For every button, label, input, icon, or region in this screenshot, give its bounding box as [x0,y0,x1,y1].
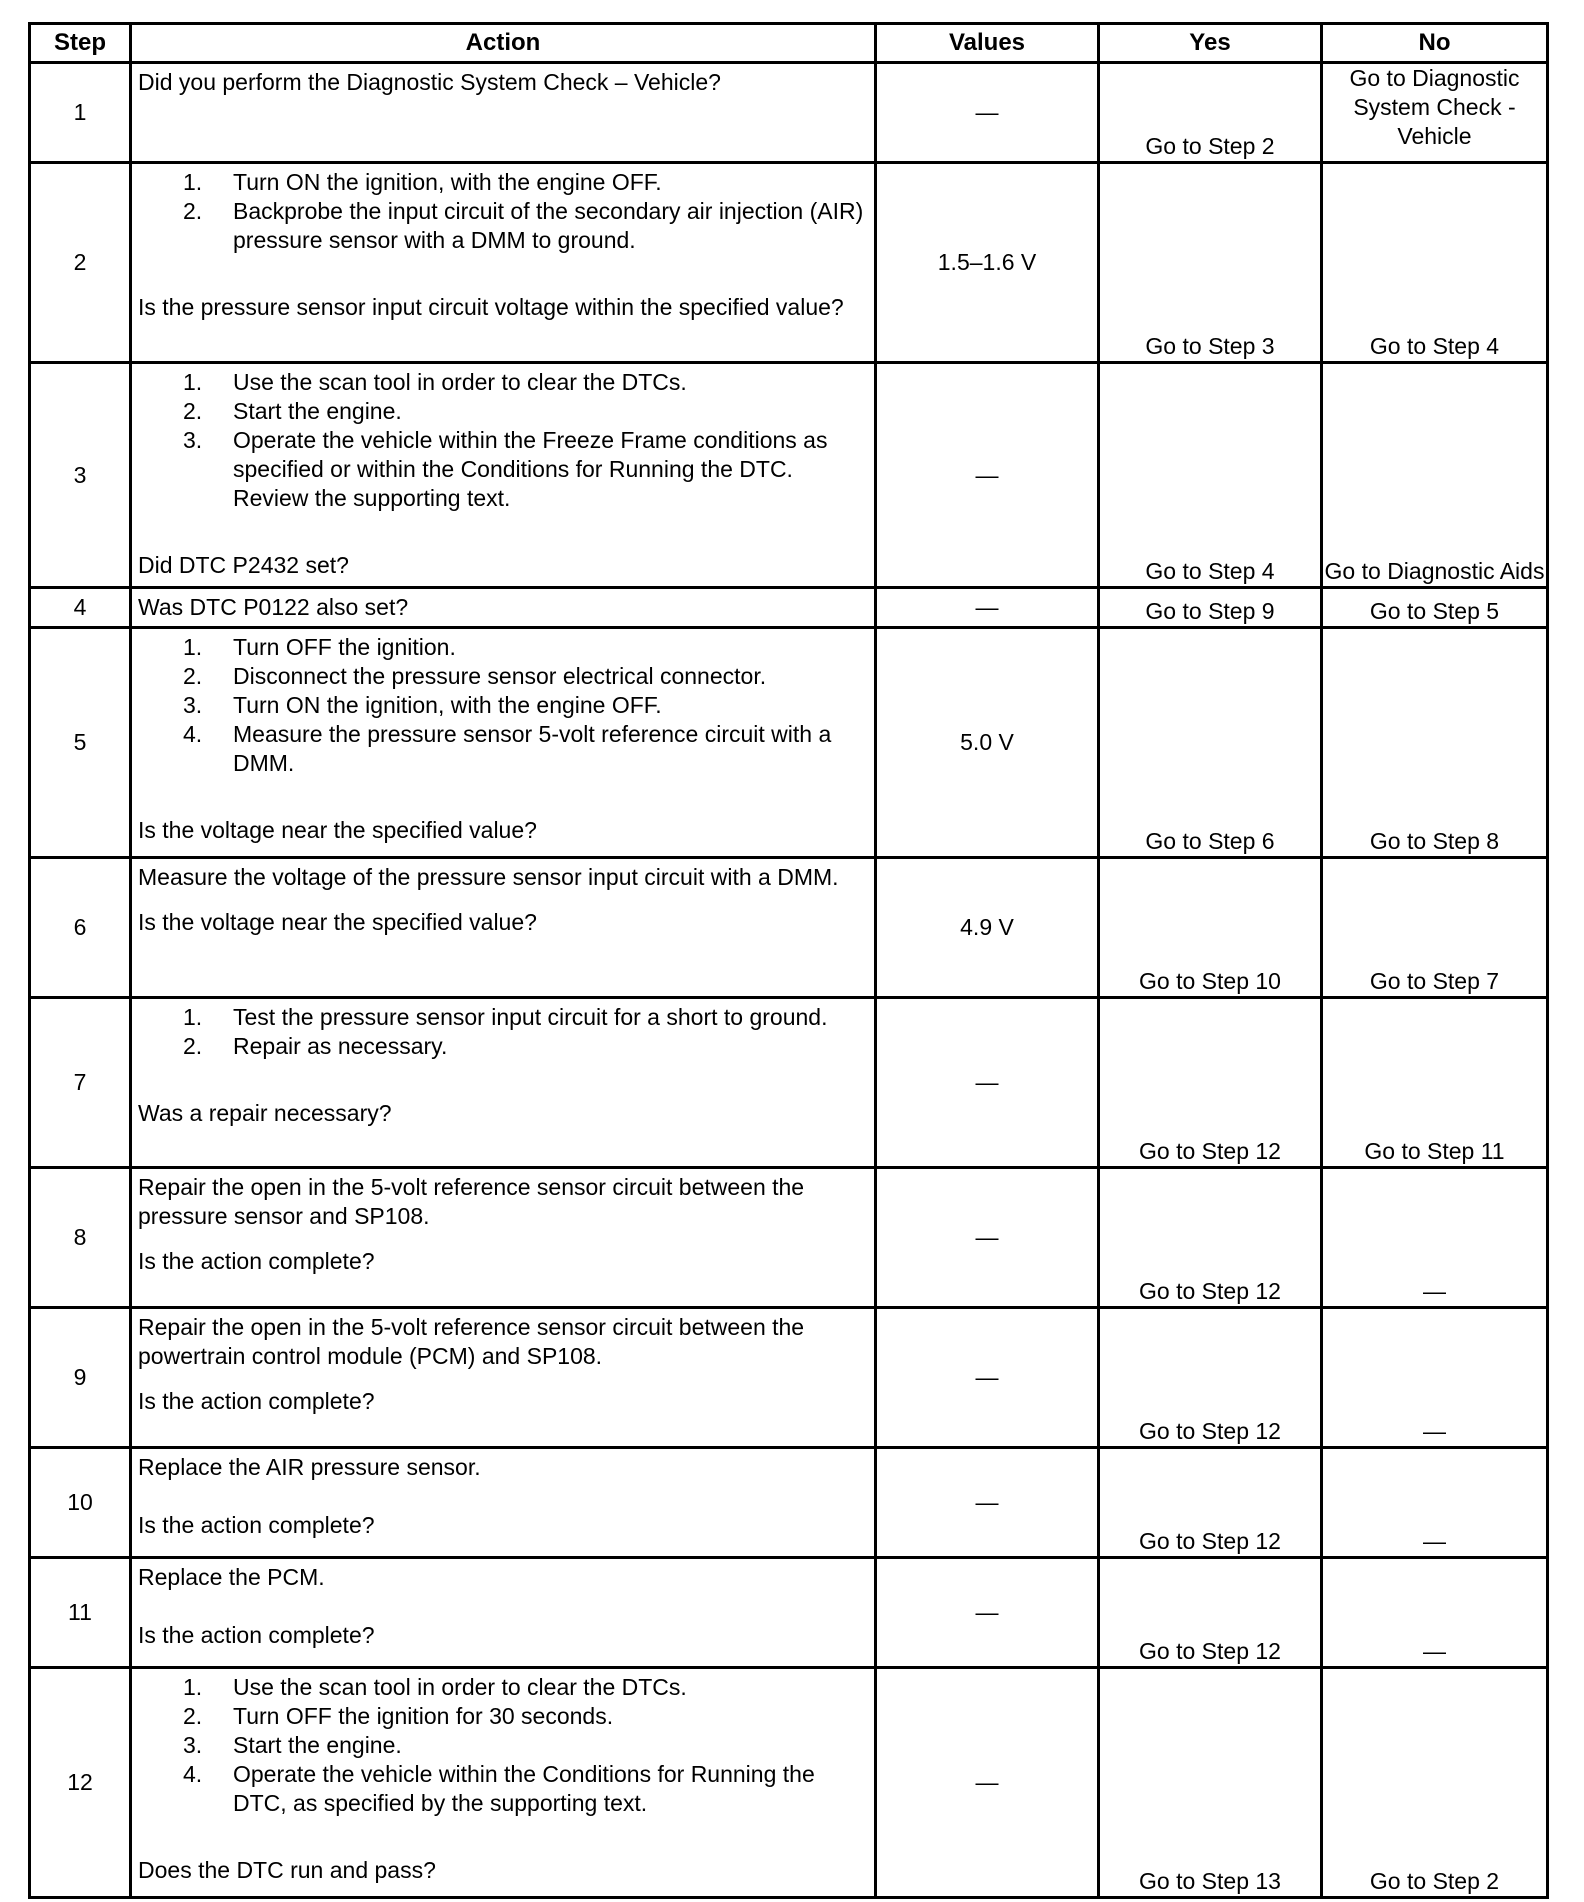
value-cell: — [876,1668,1099,1898]
yes-cell: Go to Step 12 [1099,1308,1322,1448]
action-cell [131,1168,876,1308]
action-step-text: Operate the vehicle within the Freeze Frame conditions as specified or within the Conditions for Running the DTC. Review the supporting text. [233,427,828,511]
action-step-item [183,662,868,691]
action-step-item [183,1731,868,1760]
action-step-text: Disconnect the pressure sensor electrical connector. [233,663,767,689]
step-number: 9 [30,1308,131,1448]
no-cell: Go to Step 2 [1322,1668,1548,1898]
action-step-item [183,1032,868,1061]
action-text: Repair the open in the 5-volt reference sensor circuit between the powertrain control module (PCM) and SP108. [138,1314,805,1369]
action-step-item [183,1760,868,1818]
table-row [30,63,1548,163]
action-step-item [183,1702,868,1731]
header-row [30,24,1548,63]
step-number: 11 [30,1558,131,1668]
value-cell: 4.9 V [876,858,1099,998]
action-step-text: Turn OFF the ignition. [233,634,456,660]
no-cell: Go to Step 8 [1322,628,1548,858]
action-step-number: 1. [183,369,203,395]
table-row [30,628,1548,858]
action-cell [131,1558,876,1668]
action-step-item [183,397,868,426]
value-cell: 5.0 V [876,628,1099,858]
action-step-text: Use the scan tool in order to clear the DTCs. [233,1674,687,1700]
action-steps-list [138,633,868,778]
value-cell: — [876,1308,1099,1448]
action-step-text: Operate the vehicle within the Conditions for Running the DTC, as specified by the supporting text. [233,1761,815,1816]
step-number: 1 [30,63,131,163]
step-number: 8 [30,1168,131,1308]
table-row [30,998,1548,1168]
action-step-item [183,720,868,778]
action-step-number: 2. [183,663,203,689]
step-number: 12 [30,1668,131,1898]
action-cell [131,1668,876,1898]
action-step-item [183,691,868,720]
action-steps-list [138,1003,868,1061]
yes-cell: Go to Step 12 [1099,1558,1322,1668]
action-question: Is the action complete? [138,1248,375,1274]
no-cell: Go to Diagnostic System Check - Vehicle [1322,63,1548,163]
value-cell: 1.5–1.6 V [876,163,1099,363]
no-cell: — [1322,1558,1548,1668]
action-cell [131,588,876,628]
yes-cell: Go to Step 12 [1099,1448,1322,1558]
step-number: 7 [30,998,131,1168]
table-row [30,858,1548,998]
header-no: No [1322,24,1548,63]
action-step-number: 2. [183,1033,203,1059]
action-step-item [183,197,868,255]
action-step-text: Use the scan tool in order to clear the DTCs. [233,369,687,395]
action-cell [131,363,876,588]
action-question: Did DTC P2432 set? [138,552,349,578]
action-step-number: 1. [183,1674,203,1700]
yes-cell: Go to Step 2 [1099,63,1322,163]
no-cell: Go to Step 5 [1322,588,1548,628]
action-question: Is the action complete? [138,1512,375,1538]
action-question: Is the pressure sensor input circuit voltage within the specified value? [138,294,844,320]
action-step-number: 3. [183,1732,203,1758]
action-step-number: 4. [183,1761,203,1787]
yes-cell: Go to Step 12 [1099,1168,1322,1308]
action-step-item [183,633,868,662]
no-cell: Go to Diagnostic Aids [1322,363,1548,588]
action-question: Is the voltage near the specified value? [138,817,537,843]
action-step-number: 1. [183,169,203,195]
value-cell: — [876,588,1099,628]
action-step-text: Turn ON the ignition, with the engine OFF. [233,692,662,718]
header-yes: Yes [1099,24,1322,63]
table-row [30,363,1548,588]
action-text: Measure the voltage of the pressure sensor input circuit with a DMM. [138,864,839,890]
action-cell [131,63,876,163]
table-row [30,1558,1548,1668]
action-steps-list [138,1673,868,1818]
yes-cell: Go to Step 6 [1099,628,1322,858]
yes-cell: Go to Step 4 [1099,363,1322,588]
action-cell [131,1308,876,1448]
action-step-number: 2. [183,198,203,224]
header-step: Step [30,24,131,63]
action-step-item [183,168,868,197]
table-row [30,1168,1548,1308]
step-number: 2 [30,163,131,363]
action-text: Was DTC P0122 also set? [138,594,409,620]
yes-cell: Go to Step 12 [1099,998,1322,1168]
value-cell: — [876,1448,1099,1558]
action-step-text: Start the engine. [233,1732,402,1758]
action-step-text: Repair as necessary. [233,1033,448,1059]
step-number: 10 [30,1448,131,1558]
action-step-number: 1. [183,634,203,660]
yes-cell: Go to Step 3 [1099,163,1322,363]
no-cell: — [1322,1448,1548,1558]
action-steps-list [138,168,868,255]
header-action: Action [131,24,876,63]
action-step-number: 3. [183,692,203,718]
action-cell [131,163,876,363]
action-step-number: 3. [183,427,203,453]
table-row [30,1668,1548,1898]
no-cell: — [1322,1308,1548,1448]
yes-cell: Go to Step 9 [1099,588,1322,628]
value-cell: — [876,998,1099,1168]
diagnostic-table [28,22,1549,1899]
no-cell: Go to Step 4 [1322,163,1548,363]
action-step-number: 1. [183,1004,203,1030]
step-number: 6 [30,858,131,998]
action-step-number: 2. [183,1703,203,1729]
no-cell: — [1322,1168,1548,1308]
action-step-item [183,1673,868,1702]
action-step-item [183,426,868,513]
action-question: Is the action complete? [138,1622,375,1648]
action-cell [131,1448,876,1558]
action-cell [131,998,876,1168]
action-text: Repair the open in the 5-volt reference sensor circuit between the pressure sensor and SP108. [138,1174,805,1229]
value-cell: — [876,363,1099,588]
table-row [30,1448,1548,1558]
action-step-text: Turn ON the ignition, with the engine OFF. [233,169,662,195]
action-question: Does the DTC run and pass? [138,1857,436,1883]
action-step-text: Backprobe the input circuit of the secondary air injection (AIR) pressure sensor with a DMM to ground. [233,198,864,253]
action-step-number: 4. [183,721,203,747]
value-cell: — [876,1168,1099,1308]
action-step-text: Measure the pressure sensor 5-volt reference circuit with a DMM. [233,721,832,776]
action-text: Replace the PCM. [138,1564,325,1590]
action-cell [131,858,876,998]
yes-cell: Go to Step 13 [1099,1668,1322,1898]
action-step-text: Turn OFF the ignition for 30 seconds. [233,1703,614,1729]
action-question: Is the voltage near the specified value? [138,909,537,935]
action-step-item [183,1003,868,1032]
table-row [30,163,1548,363]
header-values: Values [876,24,1099,63]
action-text: Did you perform the Diagnostic System Check – Vehicle? [138,69,721,95]
action-step-text: Start the engine. [233,398,402,424]
action-step-number: 2. [183,398,203,424]
no-cell: Go to Step 7 [1322,858,1548,998]
table-row [30,588,1548,628]
action-cell [131,628,876,858]
action-question: Was a repair necessary? [138,1100,392,1126]
value-cell: — [876,63,1099,163]
yes-cell: Go to Step 10 [1099,858,1322,998]
step-number: 5 [30,628,131,858]
step-number: 3 [30,363,131,588]
table-row [30,1308,1548,1448]
action-steps-list [138,368,868,513]
value-cell: — [876,1558,1099,1668]
no-cell: Go to Step 11 [1322,998,1548,1168]
action-step-item [183,368,868,397]
action-question: Is the action complete? [138,1388,375,1414]
step-number: 4 [30,588,131,628]
action-text: Replace the AIR pressure sensor. [138,1454,481,1480]
action-step-text: Test the pressure sensor input circuit for a short to ground. [233,1004,828,1030]
